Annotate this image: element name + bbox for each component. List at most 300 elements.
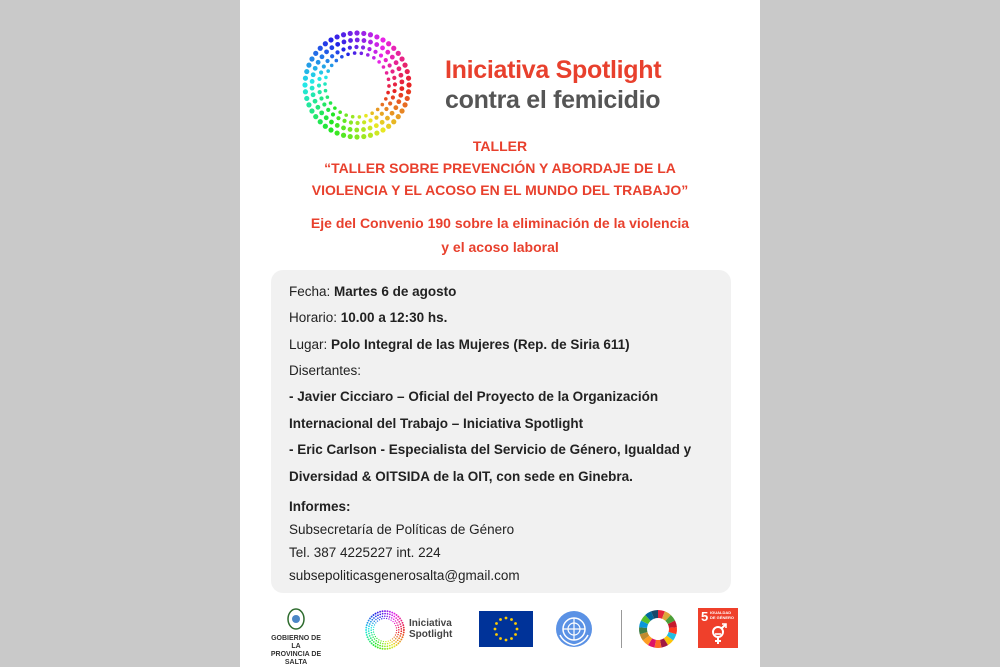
ring-dot [406, 76, 411, 81]
ring-dot [403, 632, 405, 634]
ring-dot [318, 119, 323, 124]
ring-dot [346, 52, 350, 56]
ring-dot [309, 56, 314, 61]
ring-dot [406, 82, 411, 87]
ring-dot [330, 64, 334, 68]
ring-dot [387, 610, 389, 612]
ring-dot [380, 112, 384, 116]
ring-dot [319, 96, 323, 100]
ring-dot [371, 627, 373, 629]
ring-dot [398, 637, 400, 639]
ring-dot [365, 627, 367, 629]
ring-dot [396, 632, 397, 633]
ring-dot [333, 106, 337, 110]
ring-dot [384, 58, 388, 62]
eu-star [516, 628, 519, 631]
logo-divider [621, 610, 622, 648]
ring-dot [372, 636, 374, 638]
ring-dot [367, 636, 369, 638]
ring-dot [392, 76, 396, 80]
ring-dot [385, 50, 390, 55]
workshop-subtitle [260, 212, 740, 258]
ring-dot [348, 38, 353, 43]
ring-dot [387, 648, 389, 650]
spotlight-small-ring-icon [365, 610, 405, 650]
ring-dot [366, 634, 368, 636]
ring-dot [341, 32, 346, 37]
disertantes-label: Disertantes: [289, 363, 362, 378]
ring-dot [402, 636, 404, 638]
ring-dot [386, 91, 390, 95]
ring-dot [388, 63, 392, 67]
ring-dot [387, 78, 391, 82]
ring-dot [400, 639, 402, 641]
eu-star [510, 637, 513, 640]
ring-dot [388, 641, 389, 642]
ring-dot [382, 65, 386, 69]
ring-dot [377, 647, 379, 649]
ring-dot [391, 641, 393, 643]
ring-dot [319, 110, 324, 115]
salta-shield-icon [268, 608, 324, 630]
ring-dot [328, 127, 333, 132]
ring-dot [329, 101, 333, 105]
lugar-value: Polo Integral de las Mujeres (Rep. de Siria 611) [331, 337, 630, 352]
gobierno-salta-logo [268, 608, 324, 667]
ring-dot [311, 92, 316, 97]
horario-value: 10.00 a 12:30 hs. [340, 310, 448, 325]
ring-dot [403, 629, 405, 631]
ring-dot [374, 624, 375, 625]
ring-dot [329, 120, 334, 125]
eu-star [495, 633, 498, 636]
ring-dot [330, 54, 334, 58]
ring-dot [380, 640, 381, 641]
ring-dot [398, 627, 400, 629]
ring-dot [397, 616, 399, 618]
ring-dot [389, 642, 391, 644]
ring-dot [317, 77, 321, 81]
fecha-value: Martes 6 de agosto [334, 284, 457, 299]
ring-dot [384, 615, 386, 617]
ring-dot [384, 613, 386, 615]
ring-dot [373, 614, 375, 616]
ring-dot [382, 610, 384, 612]
ring-dot [391, 614, 393, 616]
ring-dot [382, 648, 384, 650]
un-emblem-icon [554, 609, 594, 649]
ring-dot [351, 115, 355, 119]
ring-dot [388, 101, 392, 105]
ring-dot [384, 610, 386, 612]
ring-dot [396, 99, 401, 104]
ring-dot [375, 636, 376, 637]
lugar-row [289, 336, 630, 354]
spot-line-1: Iniciativa [409, 618, 452, 629]
ring-dot [400, 633, 402, 635]
ring-dot [324, 49, 329, 54]
ring-dot [367, 622, 369, 624]
ring-dot [381, 103, 385, 107]
ring-dot [394, 623, 395, 624]
eu-star [495, 622, 498, 625]
ring-dot [380, 120, 385, 125]
ring-dot [376, 638, 377, 639]
ring-dot [368, 620, 370, 622]
ring-dot [303, 76, 308, 81]
ring-dot [399, 641, 401, 643]
ring-dot [322, 102, 326, 106]
ring-dot [394, 613, 396, 615]
ring-dot [313, 66, 318, 71]
ring-dot [349, 120, 353, 124]
gender-equality-icon [709, 623, 729, 645]
lugar-label: Lugar: [289, 337, 328, 352]
ring-dot [395, 638, 397, 640]
eu-star [514, 633, 517, 636]
ring-dot [370, 629, 372, 631]
ring-dot [325, 59, 329, 63]
ring-dot [373, 644, 375, 646]
ring-dot [309, 108, 314, 113]
ring-dot [379, 53, 383, 57]
eu-star [499, 618, 502, 621]
ring-dot [377, 612, 379, 614]
ring-dot [380, 127, 385, 132]
ring-dot [399, 79, 404, 84]
eu-star [494, 628, 497, 631]
ring-dot [348, 31, 353, 36]
ring-dot [396, 636, 398, 638]
ring-dot [367, 47, 371, 51]
ring-dot [313, 99, 318, 104]
ring-dot [368, 625, 370, 627]
ring-dot [374, 123, 379, 128]
ring-dot [336, 116, 340, 120]
spot-line-2: Spotlight [409, 629, 453, 640]
informes-email[interactable]: subsepoliticasgenerosalta@gmail.com [289, 568, 520, 583]
ring-dot [355, 121, 359, 125]
ring-dot [369, 635, 371, 637]
ring-dot [335, 34, 340, 39]
ring-dot [382, 616, 384, 618]
informes-label: Informes: [289, 499, 351, 514]
ring-dot [318, 90, 322, 94]
ring-dot [374, 42, 379, 47]
ring-dot [390, 619, 391, 620]
ring-dot [396, 627, 397, 628]
ring-dot [399, 635, 401, 637]
ring-dot [391, 46, 396, 51]
ring-dot [393, 619, 395, 621]
ring-dot [371, 619, 373, 621]
ring-dot [366, 624, 368, 626]
ring-dot [375, 643, 377, 645]
ring-dot [395, 634, 396, 635]
ring-dot [393, 616, 395, 618]
ring-dot [365, 629, 367, 631]
ring-dot [326, 108, 330, 112]
ring-dot [390, 111, 395, 116]
ring-dot [360, 51, 364, 55]
ring-dot [389, 614, 391, 616]
ring-dot [402, 624, 404, 626]
ring-dot [396, 622, 398, 624]
ring-dot [371, 642, 373, 644]
ring-dot [342, 119, 346, 123]
ring-dot [368, 32, 373, 37]
flyer-page [240, 0, 760, 667]
title-line-2: VIOLENCIA Y EL ACOSO EN EL MUNDO DEL TRABAJO” [311, 182, 689, 198]
ring-dot [319, 70, 323, 74]
ring-dot [366, 53, 370, 57]
ring-dot [377, 614, 379, 616]
ring-dot [389, 611, 391, 613]
ring-dot [402, 622, 404, 624]
ring-dot [369, 623, 371, 625]
ring-dot [386, 645, 388, 647]
speaker-2-line-1: - Eric Carlson - Especialista del Servicio de Género, Igualdad y [289, 442, 692, 457]
ring-dot [368, 40, 373, 45]
ring-dot [389, 616, 391, 618]
sdg5-logo [698, 608, 738, 648]
ring-dot [320, 54, 325, 59]
ring-dot [310, 79, 315, 84]
ring-dot [379, 647, 381, 649]
ring-dot [354, 128, 359, 133]
ring-dot [313, 114, 318, 119]
ring-dot [391, 644, 393, 646]
ring-dot [341, 126, 346, 131]
ring-dot [324, 76, 328, 80]
ring-dot [405, 69, 410, 74]
ring-dot [375, 619, 377, 621]
ring-dot [386, 124, 391, 129]
ring-dot [381, 618, 382, 619]
spotlight-small-logo [365, 608, 465, 652]
ring-dot [353, 51, 357, 55]
ring-dot [323, 124, 328, 129]
ring-dot [396, 630, 397, 631]
ring-dot [384, 97, 388, 101]
ring-dot [335, 123, 340, 128]
ring-dot [394, 636, 395, 637]
ring-dot [405, 96, 410, 101]
ring-dot [396, 644, 398, 646]
sdg-wheel-icon [638, 609, 678, 649]
sponsor-logos [240, 600, 760, 666]
ring-dot [386, 618, 387, 619]
ring-dot [393, 105, 398, 110]
ring-dot [383, 618, 384, 619]
ring-dot [323, 82, 327, 86]
ring-dot [395, 641, 397, 643]
ring-dot [386, 41, 391, 46]
eu-star [499, 637, 502, 640]
ring-dot [341, 47, 345, 51]
sdg5-text: IGUALDAD DE GÉNERO [710, 610, 735, 620]
ring-dot [382, 645, 384, 647]
ring-dot [393, 640, 395, 642]
ring-dot [361, 127, 366, 132]
ring-dot [392, 638, 393, 639]
ring-dot [302, 82, 307, 87]
ring-dot [391, 95, 395, 99]
ring-dot [396, 114, 401, 119]
ring-dot [365, 632, 367, 634]
ring-dot [372, 623, 374, 625]
ring-dot [402, 634, 404, 636]
ring-dot [348, 46, 352, 50]
ring-dot [395, 625, 396, 626]
ring-dot [344, 113, 348, 117]
ring-dot [397, 624, 399, 626]
ring-dot [328, 37, 333, 42]
ring-dot [402, 102, 407, 107]
horario-row [289, 309, 447, 327]
ring-dot [362, 38, 367, 43]
ring-dot [378, 641, 380, 643]
ring-dot [389, 647, 391, 649]
ring-dot [369, 641, 371, 643]
ring-dot [371, 616, 373, 618]
ring-dot [395, 617, 397, 619]
subtitle-line-2: y el acoso laboral [441, 239, 559, 255]
subtitle-line-1: Eje del Convenio 190 sobre la eliminación de la violencia [310, 215, 690, 231]
ring-dot [340, 55, 344, 59]
ring-dot [303, 89, 308, 94]
ring-dot [304, 69, 309, 74]
horario-label: Horario: [289, 310, 338, 325]
ring-dot [398, 621, 400, 623]
ring-dot [380, 37, 385, 42]
ring-dot [376, 108, 380, 112]
ring-dot [378, 639, 379, 640]
ring-dot [385, 641, 386, 642]
ring-dot [379, 611, 381, 613]
ring-dot [342, 40, 347, 45]
gob-line-2: PROVINCIA DE SALTA [270, 651, 322, 666]
ring-dot [383, 641, 384, 642]
brand-title [445, 55, 661, 115]
ring-dot [373, 629, 374, 630]
ring-dot [374, 621, 376, 623]
fecha-row [289, 283, 456, 301]
ring-dot [382, 643, 384, 645]
ring-dot [306, 63, 311, 68]
ring-dot [390, 55, 395, 60]
title-kicker: TALLER [472, 138, 528, 154]
ring-dot [368, 628, 370, 630]
speaker-2-line-2: Diversidad & OITSIDA de la OIT, con sede en Ginebra. [289, 469, 633, 484]
speaker-1-line-2: Internacional del Trabajo – Iniciativa Spotlight [289, 416, 584, 431]
ring-dot [370, 111, 374, 115]
ring-dot [400, 630, 402, 632]
ring-dot [368, 633, 370, 635]
eu-star [510, 618, 513, 621]
ring-dot [382, 613, 384, 615]
ring-dot [375, 616, 377, 618]
ring-dot [377, 60, 381, 64]
ring-dot [399, 73, 404, 78]
ring-dot [313, 51, 318, 56]
ring-dot [399, 86, 404, 91]
ring-dot [335, 59, 339, 63]
ring-dot [373, 50, 377, 54]
ring-dot [391, 617, 393, 619]
ring-dot [397, 66, 402, 71]
ring-dot [374, 116, 378, 120]
ring-dot [369, 618, 371, 620]
informes-org: Subsecretaría de Políticas de Género [289, 522, 515, 537]
workshop-title [260, 135, 740, 201]
ring-dot [400, 620, 402, 622]
ring-dot [362, 120, 366, 124]
ring-dot [399, 618, 401, 620]
ring-dot [326, 95, 330, 99]
ring-dot [388, 618, 389, 619]
ring-dot [391, 119, 396, 124]
ring-dot [361, 31, 366, 36]
ring-dot [355, 38, 360, 43]
ring-dot [371, 634, 373, 636]
ring-dot [398, 629, 400, 631]
ring-dot [370, 621, 372, 623]
details-card [271, 270, 731, 593]
ring-dot [361, 45, 365, 49]
ring-dot [395, 620, 397, 622]
ring-dot [374, 634, 375, 635]
ring-dot [373, 631, 374, 632]
ring-dot [338, 110, 342, 114]
ring-dot [392, 89, 396, 93]
ring-dot [387, 643, 389, 645]
ring-dot [371, 632, 373, 634]
ring-dot [398, 93, 403, 98]
ring-dot [391, 647, 393, 649]
eu-star [514, 622, 517, 625]
ring-dot [399, 108, 404, 113]
ring-dot [396, 51, 401, 56]
ring-dot [379, 619, 380, 620]
ring-dot [377, 617, 379, 619]
ring-dot [379, 613, 381, 615]
ring-dot [329, 45, 334, 50]
ring-dot [348, 127, 353, 132]
ring-dot [399, 56, 404, 61]
eu-flag-icon [479, 611, 533, 647]
ring-dot [384, 643, 386, 645]
ring-dot [380, 642, 382, 644]
ring-dot [364, 114, 368, 118]
ring-dot [396, 614, 398, 616]
ring-dot [384, 648, 386, 650]
ring-dot [399, 623, 401, 625]
ring-dot [318, 46, 323, 51]
ring-dot [354, 45, 358, 49]
ring-dot [304, 96, 309, 101]
ring-dot [373, 627, 374, 628]
ring-dot [379, 645, 381, 647]
ring-dot [394, 645, 396, 647]
sdg5-number: 5 [701, 609, 709, 624]
ring-dot [386, 616, 388, 618]
ring-dot [377, 620, 378, 621]
ring-dot [393, 643, 395, 645]
ring-dot [368, 639, 370, 641]
ring-dot [375, 645, 377, 647]
ring-dot [384, 107, 388, 111]
